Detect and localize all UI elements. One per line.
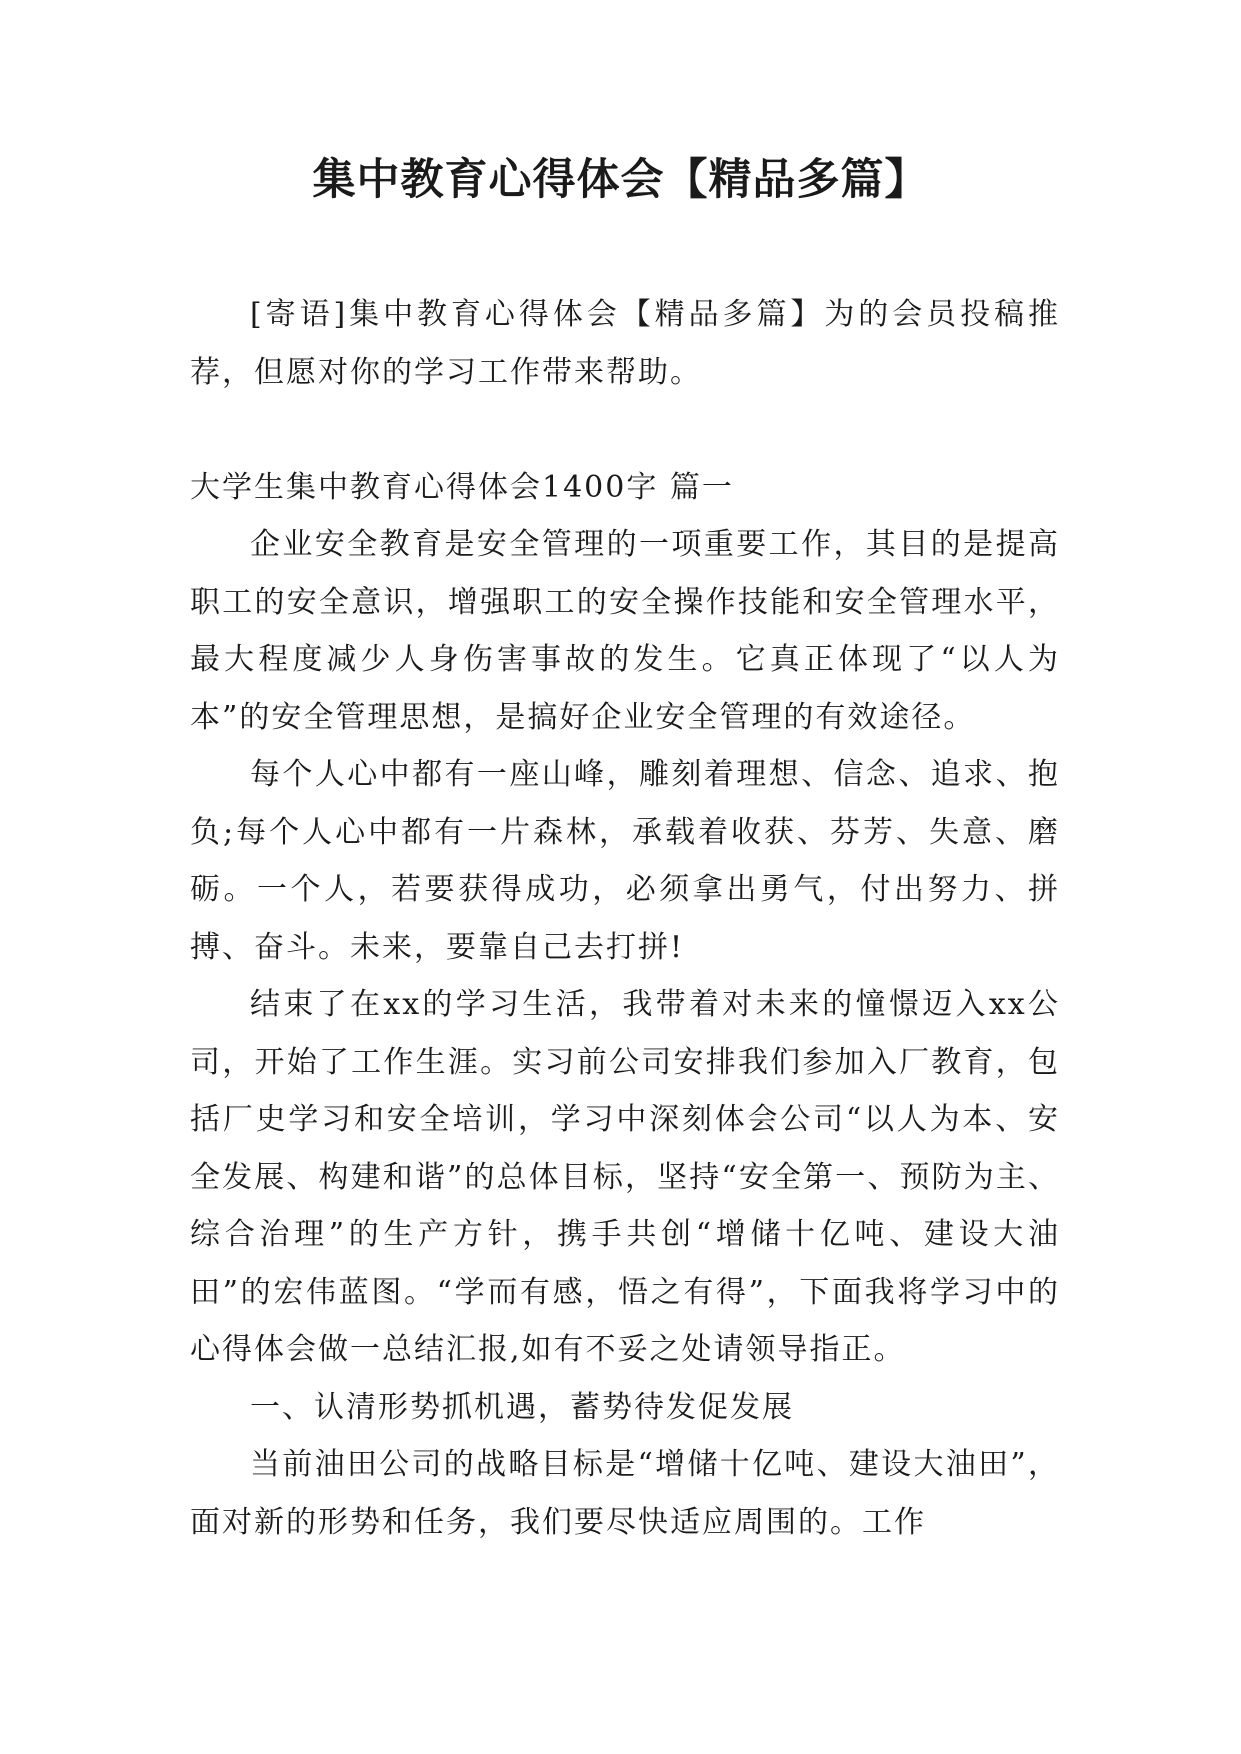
body-paragraph: 当前油田公司的战略目标是“增储十亿吨、建设大油田”，面对新的形势和任务，我们要尽快适应周围的。工作 [190, 1447, 1060, 1540]
section-heading: 大学生集中教育心得体会1400字 篇一 [190, 469, 734, 505]
subsection-heading: 一、认清形势抓机遇，蓄势待发促发展 [250, 1389, 794, 1425]
document-title: 集中教育心得体会【精品多篇】 [312, 155, 929, 205]
document-body [190, 286, 1060, 1551]
intro-paragraph: [寄语]集中教育心得体会【精品多篇】为的会员投稿推荐，但愿对你的学习工作带来帮助。 [190, 297, 1060, 390]
body-paragraph: 结束了在xx的学习生活，我带着对未来的憧憬迈入xx公司，开始了工作生涯。实习前公司安排我们参加入厂教育，包括厂史学习和安全培训，学习中深刻体会公司“以人为本、安全发展、构建和谐”的总体目标，坚持“安全第一、预防为主、综合治理”的生产方针，携手共创“增储十亿吨、建设大油田”的宏伟蓝图。“学而有感，悟之有得”，下面我将学习中的心得体会做一总结汇报,如有不妥之处请领导指正。 [190, 987, 1060, 1367]
body-paragraph: 企业安全教育是安全管理的一项重要工作，其目的是提高职工的安全意识，增强职工的安全操作技能和安全管理水平，最大程度减少人身伤害事故的发生。它真正体现了“以人为本”的安全管理思想，是搞好企业安全管理的有效途径。 [190, 527, 1060, 735]
body-paragraph: 每个人心中都有一座山峰，雕刻着理想、信念、追求、抱负;每个人心中都有一片森林，承载着收获、芬芳、失意、磨砺。一个人，若要获得成功，必须拿出勇气，付出努力、拼搏、奋斗。未来，要靠自己去打拼! [190, 757, 1060, 965]
